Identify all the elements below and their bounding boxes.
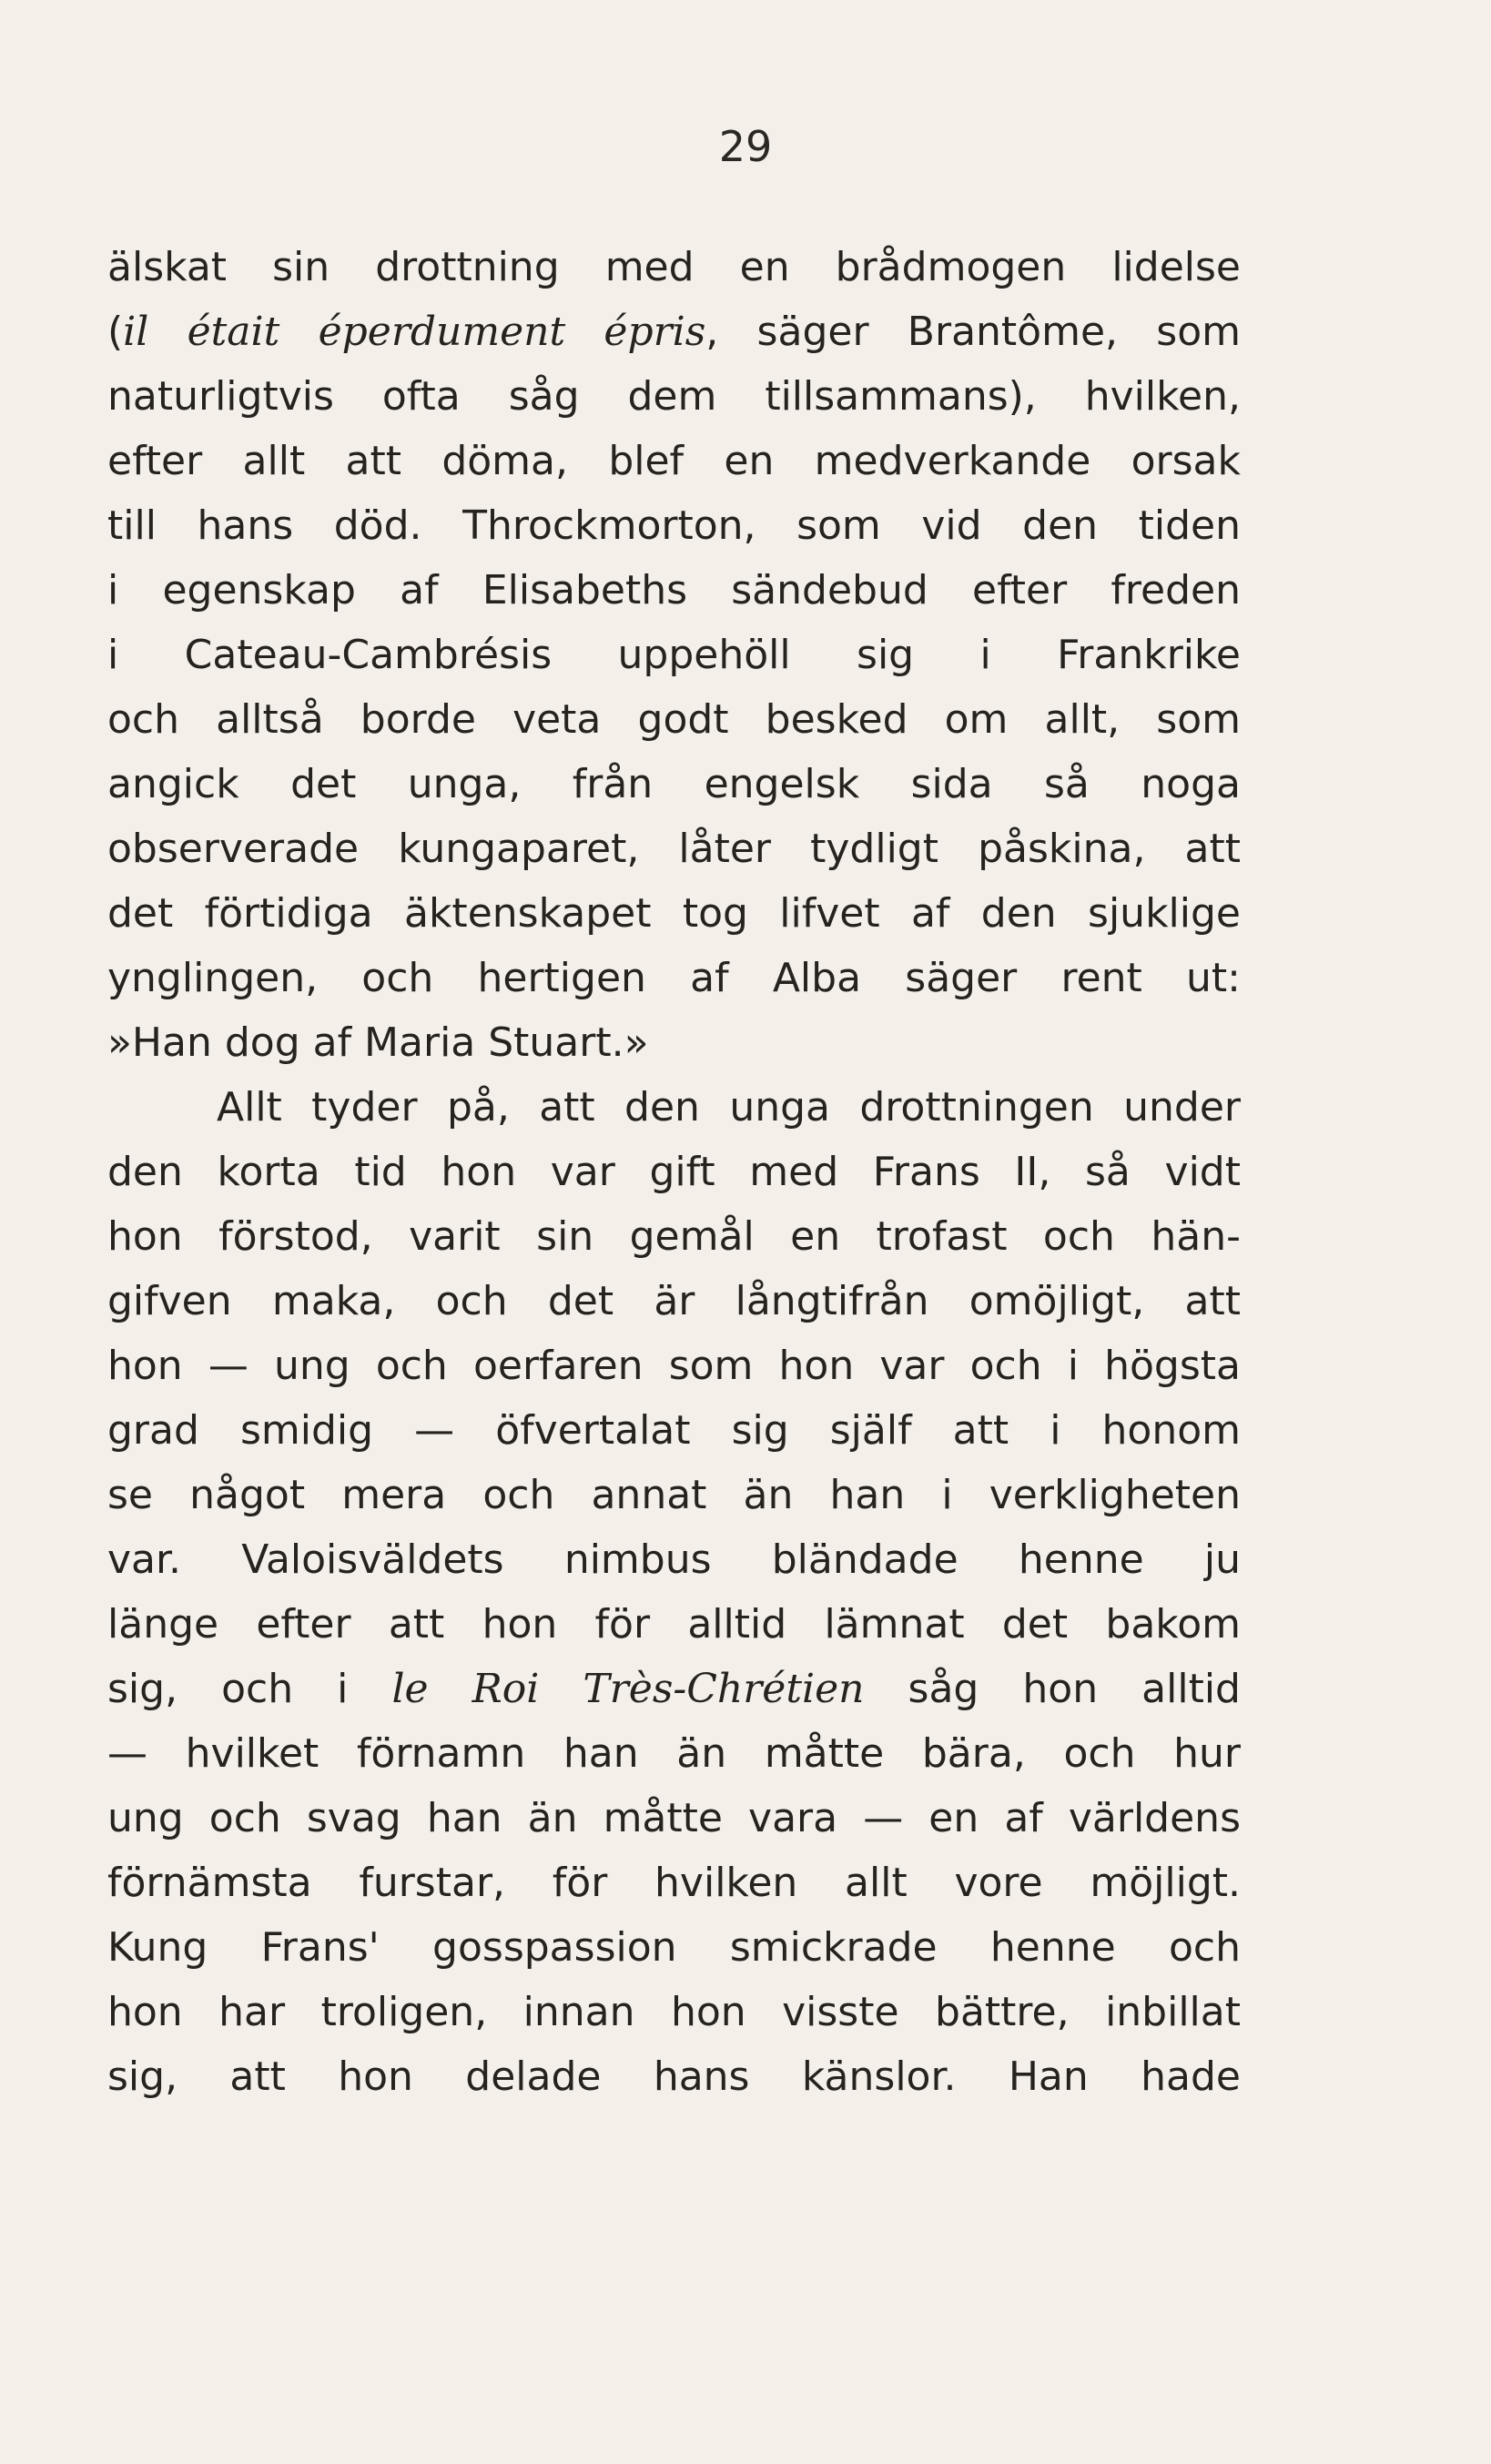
text-segment: i Cateau-Cambrésis uppehöll sig i Frankrike bbox=[107, 632, 1241, 678]
text-line bbox=[107, 364, 1241, 429]
text-line bbox=[107, 881, 1241, 946]
text-segment: sig, och i bbox=[107, 1666, 392, 1712]
text-segment: ynglingen, och hertigen af Alba säger rent ut: bbox=[107, 955, 1241, 1001]
text-segment: naturligtvis ofta såg dem tillsammans), hvilken, bbox=[107, 373, 1241, 420]
text-segment: »Han dog af Maria Stuart.» bbox=[107, 1019, 649, 1066]
text-line bbox=[107, 1527, 1241, 1592]
text-segment: var. Valoisväldets nimbus bländade henne ju bbox=[107, 1536, 1241, 1583]
text-line bbox=[107, 493, 1241, 558]
text-segment: hon har troligen, innan hon visste bättre, inbillat bbox=[107, 1989, 1241, 2035]
text-segment: älskat sin drottning med en brådmogen lidelse bbox=[107, 244, 1241, 290]
text-line bbox=[107, 1204, 1241, 1269]
text-segment: angick det unga, från engelsk sida så noga bbox=[107, 761, 1241, 807]
text-segment: förnämsta furstar, för hvilken allt vore möjligt. bbox=[107, 1860, 1241, 1906]
text-line bbox=[107, 1980, 1241, 2044]
text-segment: sig, att hon delade hans känslor. Han hade bbox=[107, 2053, 1241, 2100]
text-segment: i egenskap af Elisabeths sändebud efter freden bbox=[107, 567, 1241, 613]
text-segment: gifven maka, och det är långtifrån omöjligt, att bbox=[107, 1278, 1241, 1324]
text-line bbox=[107, 235, 1241, 299]
text-segment: efter allt att döma, blef en medverkande orsak bbox=[107, 438, 1241, 484]
text-line bbox=[107, 558, 1241, 623]
text-segment: — hvilket förnamn han än måtte bära, och hur bbox=[107, 1730, 1241, 1777]
text-segment: grad smidig — öfvertalat sig själf att i honom bbox=[107, 1407, 1241, 1454]
text-line bbox=[107, 1851, 1241, 1915]
text-line bbox=[107, 1786, 1241, 1851]
text-segment: hon — ung och oerfaren som hon var och i högsta bbox=[107, 1343, 1241, 1389]
text-line bbox=[107, 1140, 1241, 1204]
text-line bbox=[107, 2044, 1241, 2109]
text-line bbox=[107, 1075, 1241, 1140]
text-segment: Allt tyder på, att den unga drottningen under bbox=[217, 1084, 1241, 1131]
text-segment: länge efter att hon för alltid lämnat det bakom bbox=[107, 1601, 1241, 1648]
body-text bbox=[107, 235, 1241, 2109]
text-line bbox=[107, 1010, 1241, 1075]
text-segment: ( bbox=[107, 309, 124, 355]
page-number: 29 bbox=[718, 122, 773, 171]
italic-phrase: le Roi Très-Chrétien bbox=[391, 1666, 865, 1712]
text-line bbox=[107, 1398, 1241, 1463]
text-line bbox=[107, 1463, 1241, 1527]
text-segment: till hans död. Throckmorton, som vid den tiden bbox=[107, 502, 1241, 549]
text-line bbox=[107, 623, 1241, 687]
text-line bbox=[107, 1592, 1241, 1657]
text-line bbox=[107, 1333, 1241, 1398]
text-segment: observerade kungaparet, låter tydligt påskina, att bbox=[107, 826, 1241, 872]
text-line bbox=[107, 1657, 1241, 1721]
text-line bbox=[107, 752, 1241, 816]
text-segment: såg hon alltid bbox=[864, 1666, 1241, 1712]
italic-phrase: il était éperdument épris bbox=[123, 309, 706, 355]
text-segment: den korta tid hon var gift med Frans II, så vidt bbox=[107, 1149, 1241, 1195]
text-segment: ung och svag han än måtte vara — en af världens bbox=[107, 1795, 1241, 1841]
text-segment: och alltså borde veta godt besked om allt, som bbox=[107, 696, 1241, 743]
text-line bbox=[107, 816, 1241, 881]
text-line bbox=[107, 1721, 1241, 1786]
text-line bbox=[107, 429, 1241, 493]
text-line bbox=[107, 687, 1241, 752]
text-line bbox=[107, 1915, 1241, 1980]
text-line bbox=[107, 1269, 1241, 1333]
text-segment: , säger Brantôme, som bbox=[705, 309, 1241, 355]
text-segment: Kung Frans' gosspassion smickrade henne och bbox=[107, 1924, 1241, 1971]
text-segment: se något mera och annat än han i verkligheten bbox=[107, 1472, 1241, 1518]
text-segment: det förtidiga äktenskapet tog lifvet af den sjuklige bbox=[107, 890, 1241, 937]
text-segment: hon förstod, varit sin gemål en trofast och hän- bbox=[107, 1213, 1241, 1260]
text-line bbox=[107, 299, 1241, 364]
text-line bbox=[107, 946, 1241, 1010]
